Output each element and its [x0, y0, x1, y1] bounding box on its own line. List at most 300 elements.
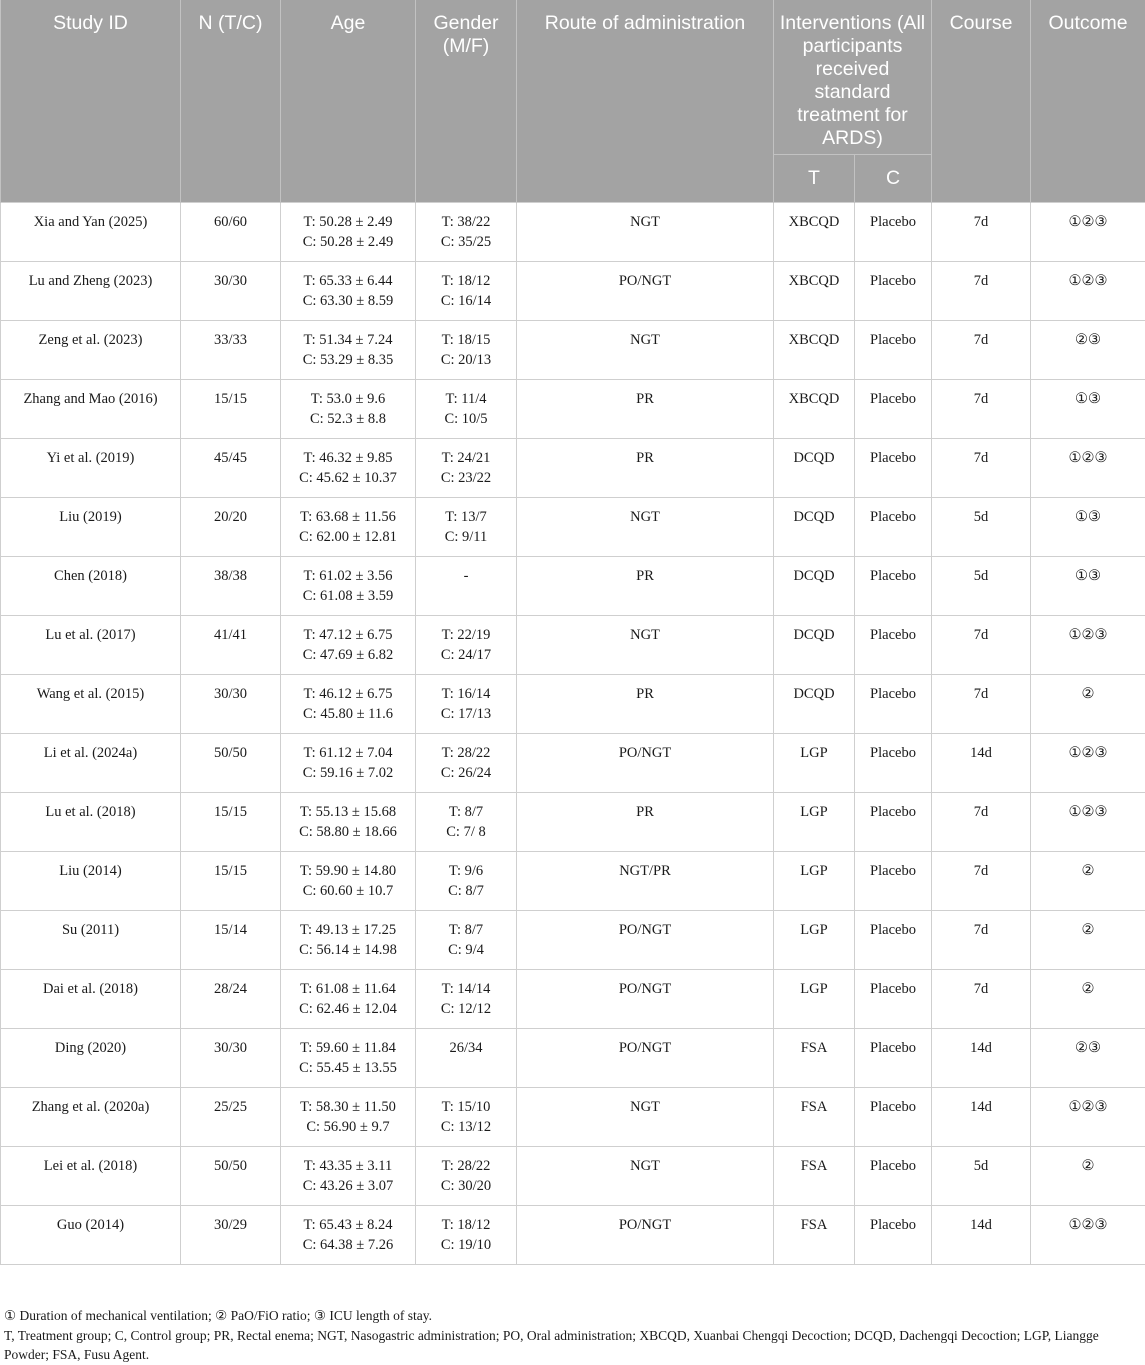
cell-course-text: 14d — [970, 745, 992, 761]
cell-treatment — [774, 380, 855, 439]
cell-control — [855, 911, 932, 970]
cell-age-text: C: 45.62 ± 10.37 — [299, 470, 397, 486]
cell-n-text: 28/24 — [213, 981, 248, 997]
cell-study-id — [1, 852, 181, 911]
cell-outcome — [1031, 970, 1145, 1029]
cell-gender-text: T: 38/22 — [441, 214, 491, 230]
cell-study-id-text: Liu (2019) — [59, 509, 122, 525]
cell-route-text: PR — [636, 391, 654, 407]
cell-control-text: Placebo — [870, 509, 916, 525]
cell-treatment-text: FSA — [800, 1040, 828, 1056]
cell-n-text: 25/25 — [213, 1099, 248, 1115]
cell-age-text: C: 56.14 ± 14.98 — [299, 942, 397, 958]
table-row — [1, 203, 1145, 262]
cell-outcome-text: ①②③ — [1068, 1099, 1108, 1115]
cell-gender — [416, 262, 517, 321]
cell-age-text: C: 64.38 ± 7.26 — [302, 1237, 394, 1253]
header-gender: Gender (M/F) — [416, 0, 517, 203]
cell-n — [181, 203, 281, 262]
cell-age-text: T: 46.32 ± 9.85 — [303, 450, 393, 466]
cell-gender-text: T: 28/22 — [441, 1158, 491, 1174]
cell-outcome-text: ①②③ — [1068, 627, 1108, 643]
cell-control-text: Placebo — [870, 273, 916, 289]
cell-age — [281, 911, 416, 970]
cell-control — [855, 380, 932, 439]
cell-route — [517, 1206, 774, 1265]
cell-outcome-text: ①②③ — [1068, 450, 1108, 466]
cell-route-text: PR — [636, 804, 654, 820]
cell-age — [281, 1029, 416, 1088]
table-row — [1, 734, 1145, 793]
cell-course-text: 7d — [973, 981, 989, 997]
cell-n-text: 15/14 — [213, 922, 248, 938]
cell-age — [281, 203, 416, 262]
cell-treatment — [774, 262, 855, 321]
cell-course-text: 7d — [973, 450, 989, 466]
cell-control-text: Placebo — [870, 627, 916, 643]
cell-course-text: 7d — [973, 863, 989, 879]
cell-control — [855, 262, 932, 321]
cell-age — [281, 498, 416, 557]
cell-course-text: 7d — [973, 391, 989, 407]
cell-age-text: T: 50.28 ± 2.49 — [303, 214, 393, 230]
cell-age-text: C: 62.00 ± 12.81 — [299, 529, 397, 545]
cell-route — [517, 793, 774, 852]
cell-gender — [416, 1029, 517, 1088]
cell-n — [181, 321, 281, 380]
cell-gender-text: T: 18/15 — [441, 332, 491, 348]
cell-control-text: Placebo — [870, 1158, 916, 1174]
cell-gender-text: T: 18/12 — [441, 1217, 491, 1233]
cell-control-text: Placebo — [870, 391, 916, 407]
cell-study-id — [1, 1206, 181, 1265]
cell-control — [855, 1206, 932, 1265]
cell-n — [181, 1147, 281, 1206]
cell-route — [517, 380, 774, 439]
cell-gender-text: T: 15/10 — [441, 1099, 491, 1115]
cell-treatment-text: DCQD — [793, 627, 835, 643]
cell-course — [932, 380, 1031, 439]
cell-outcome — [1031, 203, 1145, 262]
cell-outcome-text: ①②③ — [1068, 745, 1108, 761]
cell-control — [855, 439, 932, 498]
cell-course-text: 7d — [973, 922, 989, 938]
header-n: N (T/C) — [181, 0, 281, 203]
cell-control-text: Placebo — [870, 686, 916, 702]
cell-course-text: 5d — [973, 1158, 989, 1174]
cell-n-text: 45/45 — [213, 450, 248, 466]
cell-age-text: T: 55.13 ± 15.68 — [299, 804, 397, 820]
cell-study-id-text: Lu et al. (2017) — [45, 627, 136, 643]
cell-study-id — [1, 1147, 181, 1206]
cell-age-text: C: 47.69 ± 6.82 — [302, 647, 394, 663]
cell-route-text: PO/NGT — [618, 1040, 672, 1056]
cell-gender-text: C: 17/13 — [440, 706, 492, 722]
cell-route-text: PR — [636, 686, 654, 702]
cell-course-text: 7d — [973, 332, 989, 348]
cell-age — [281, 321, 416, 380]
cell-route-text: PO/NGT — [618, 981, 672, 997]
footnote-abbreviations: T, Treatment group; C, Control group; PR, Rectal enema; NGT, Nasogastric administration; PO, Oral administration; XBCQD, Xuanbai Chengqi Decoction; DCQD, Dachengqi Decoction; LGP, Liangge Powder; FSA, Fusu Agent. — [4, 1327, 1099, 1362]
cell-course — [932, 970, 1031, 1029]
cell-study-id — [1, 734, 181, 793]
cell-gender — [416, 911, 517, 970]
cell-route — [517, 203, 774, 262]
cell-age — [281, 1088, 416, 1147]
cell-course — [932, 439, 1031, 498]
cell-gender-text: C: 7/ 8 — [446, 824, 486, 840]
cell-study-id — [1, 498, 181, 557]
cell-n — [181, 675, 281, 734]
cell-course — [932, 1147, 1031, 1206]
cell-gender — [416, 439, 517, 498]
cell-treatment — [774, 321, 855, 380]
cell-gender-text: T: 28/22 — [441, 745, 491, 761]
table-row — [1, 852, 1145, 911]
cell-control — [855, 793, 932, 852]
cell-age-text: C: 60.60 ± 10.7 — [302, 883, 394, 899]
cell-route — [517, 498, 774, 557]
cell-course-text: 14d — [970, 1040, 992, 1056]
cell-gender — [416, 970, 517, 1029]
cell-control — [855, 557, 932, 616]
cell-age-text: C: 43.26 ± 3.07 — [302, 1178, 394, 1194]
table-row — [1, 911, 1145, 970]
cell-gender-text: - — [463, 568, 469, 584]
cell-gender — [416, 852, 517, 911]
cell-gender-text: C: 20/13 — [440, 352, 492, 368]
cell-outcome-text: ①③ — [1075, 391, 1101, 407]
header-study-id: Study ID — [1, 0, 181, 203]
cell-gender-text: T: 18/12 — [441, 273, 491, 289]
cell-control — [855, 321, 932, 380]
cell-age-text: C: 52.3 ± 8.8 — [309, 411, 387, 427]
cell-gender — [416, 1206, 517, 1265]
cell-route-text: NGT — [630, 509, 660, 525]
cell-route — [517, 439, 774, 498]
cell-course-text: 7d — [973, 214, 989, 230]
cell-control-text: Placebo — [870, 1099, 916, 1115]
cell-treatment — [774, 793, 855, 852]
cell-treatment-text: FSA — [800, 1158, 828, 1174]
cell-course-text: 7d — [973, 804, 989, 820]
cell-outcome-text: ①②③ — [1068, 273, 1108, 289]
cell-study-id-text: Zhang and Mao (2016) — [23, 391, 158, 407]
cell-control — [855, 1088, 932, 1147]
cell-outcome-text: ② — [1081, 863, 1095, 879]
cell-treatment-text: LGP — [800, 804, 828, 820]
cell-route-text: PO/NGT — [618, 273, 672, 289]
cell-gender-text: T: 13/7 — [445, 509, 487, 525]
cell-treatment-text: LGP — [800, 922, 828, 938]
cell-outcome-text: ② — [1081, 1158, 1095, 1174]
cell-n-text: 50/50 — [213, 745, 248, 761]
cell-age-text: T: 59.60 ± 11.84 — [300, 1040, 396, 1056]
cell-study-id-text: Dai et al. (2018) — [42, 981, 139, 997]
cell-outcome-text: ①②③ — [1068, 1217, 1108, 1233]
cell-gender — [416, 1147, 517, 1206]
footnote-outcomes: ① Duration of mechanical ventilation; ② PaO/FiO ratio; ③ ICU length of stay. — [4, 1308, 432, 1323]
cell-control-text: Placebo — [870, 1217, 916, 1233]
cell-control-text: Placebo — [870, 981, 916, 997]
header-control: C — [855, 155, 932, 203]
cell-treatment-text: LGP — [800, 745, 828, 761]
cell-course-text: 14d — [970, 1217, 992, 1233]
cell-course — [932, 616, 1031, 675]
cell-outcome-text: ②③ — [1075, 332, 1101, 348]
cell-gender-text: C: 24/17 — [440, 647, 492, 663]
cell-age-text: C: 58.80 ± 18.66 — [299, 824, 397, 840]
cell-n-text: 30/29 — [213, 1217, 248, 1233]
cell-course — [932, 1206, 1031, 1265]
cell-treatment-text: DCQD — [793, 568, 835, 584]
cell-route — [517, 616, 774, 675]
cell-route — [517, 321, 774, 380]
cell-control — [855, 616, 932, 675]
cell-study-id-text: Liu (2014) — [59, 863, 122, 879]
cell-outcome — [1031, 852, 1145, 911]
cell-gender-text: C: 10/5 — [444, 411, 488, 427]
table-row — [1, 675, 1145, 734]
header-route: Route of administration — [517, 0, 774, 203]
cell-age-text: T: 46.12 ± 6.75 — [303, 686, 393, 702]
cell-n — [181, 852, 281, 911]
cell-control — [855, 1029, 932, 1088]
cell-gender — [416, 498, 517, 557]
cell-study-id-text: Lu et al. (2018) — [45, 804, 136, 820]
cell-outcome — [1031, 675, 1145, 734]
cell-treatment — [774, 1206, 855, 1265]
cell-age-text: T: 47.12 ± 6.75 — [303, 627, 393, 643]
cell-course-text: 14d — [970, 1099, 992, 1115]
cell-gender-text: T: 11/4 — [445, 391, 487, 407]
header-outcome: Outcome — [1031, 0, 1145, 203]
cell-gender-text: C: 8/7 — [448, 883, 484, 899]
cell-age-text: C: 56.90 ± 9.7 — [306, 1119, 390, 1135]
cell-gender — [416, 675, 517, 734]
cell-study-id-text: Guo (2014) — [56, 1217, 125, 1233]
cell-age-text: T: 61.02 ± 3.56 — [303, 568, 393, 584]
cell-treatment-text: DCQD — [793, 509, 835, 525]
cell-treatment-text: FSA — [800, 1099, 828, 1115]
cell-route — [517, 1088, 774, 1147]
table-row — [1, 498, 1145, 557]
cell-age-text: C: 45.80 ± 11.6 — [303, 706, 393, 722]
cell-study-id-text: Li et al. (2024a) — [43, 745, 138, 761]
cell-study-id-text: Chen (2018) — [54, 568, 127, 584]
cell-n — [181, 1029, 281, 1088]
cell-age-text: T: 53.0 ± 9.6 — [310, 391, 386, 407]
cell-course-text: 5d — [973, 568, 989, 584]
cell-n-text: 15/15 — [213, 804, 248, 820]
cell-age-text: T: 58.30 ± 11.50 — [300, 1099, 396, 1115]
cell-control-text: Placebo — [870, 568, 916, 584]
cell-treatment — [774, 852, 855, 911]
cell-n-text: 50/50 — [213, 1158, 248, 1174]
cell-treatment — [774, 557, 855, 616]
table-row — [1, 1029, 1145, 1088]
cell-outcome — [1031, 498, 1145, 557]
cell-control — [855, 1147, 932, 1206]
cell-course — [932, 1088, 1031, 1147]
table-row — [1, 1147, 1145, 1206]
cell-course — [932, 911, 1031, 970]
cell-age-text: T: 49.13 ± 17.25 — [299, 922, 397, 938]
cell-course — [932, 1029, 1031, 1088]
cell-n — [181, 557, 281, 616]
cell-course — [932, 498, 1031, 557]
cell-outcome — [1031, 1088, 1145, 1147]
cell-treatment-text: LGP — [800, 863, 828, 879]
cell-age-text: C: 61.08 ± 3.59 — [302, 588, 394, 604]
cell-outcome — [1031, 380, 1145, 439]
cell-control-text: Placebo — [870, 922, 916, 938]
cell-gender-text: C: 9/11 — [444, 529, 488, 545]
cell-study-id-text: Yi et al. (2019) — [46, 450, 135, 466]
cell-n-text: 30/30 — [213, 1040, 248, 1056]
cell-control-text: Placebo — [870, 332, 916, 348]
cell-outcome-text: ①②③ — [1068, 214, 1108, 230]
cell-gender-text: T: 8/7 — [448, 804, 484, 820]
cell-control — [855, 203, 932, 262]
cell-study-id — [1, 616, 181, 675]
cell-route-text: PO/NGT — [618, 922, 672, 938]
cell-study-id-text: Lu and Zheng (2023) — [28, 273, 153, 289]
cell-treatment — [774, 675, 855, 734]
cell-control — [855, 675, 932, 734]
cell-study-id — [1, 793, 181, 852]
cell-course-text: 7d — [973, 627, 989, 643]
cell-study-id — [1, 557, 181, 616]
header-course: Course — [932, 0, 1031, 203]
cell-route — [517, 734, 774, 793]
cell-outcome — [1031, 1029, 1145, 1088]
cell-gender-text: T: 14/14 — [441, 981, 491, 997]
cell-study-id-text: Xia and Yan (2025) — [33, 214, 148, 230]
cell-study-id — [1, 321, 181, 380]
cell-study-id — [1, 970, 181, 1029]
cell-course — [932, 734, 1031, 793]
cell-control — [855, 498, 932, 557]
table-row — [1, 380, 1145, 439]
cell-course — [932, 557, 1031, 616]
cell-study-id-text: Wang et al. (2015) — [36, 686, 145, 702]
cell-gender-text: C: 9/4 — [448, 942, 484, 958]
cell-age-text: T: 51.34 ± 7.24 — [303, 332, 393, 348]
cell-gender-text: C: 23/22 — [440, 470, 492, 486]
cell-gender — [416, 557, 517, 616]
cell-n-text: 41/41 — [213, 627, 248, 643]
cell-gender-text: T: 24/21 — [441, 450, 491, 466]
cell-study-id — [1, 1088, 181, 1147]
cell-treatment — [774, 616, 855, 675]
header-age: Age — [281, 0, 416, 203]
cell-age-text: C: 63.30 ± 8.59 — [302, 293, 394, 309]
cell-age-text: C: 62.46 ± 12.04 — [299, 1001, 397, 1017]
cell-treatment-text: XBCQD — [788, 273, 840, 289]
cell-outcome — [1031, 616, 1145, 675]
cell-route-text: PO/NGT — [618, 1217, 672, 1233]
cell-gender-text: T: 9/6 — [448, 863, 484, 879]
cell-route-text: NGT — [630, 627, 660, 643]
cell-n-text: 30/30 — [213, 273, 248, 289]
table-row — [1, 439, 1145, 498]
cell-age-text: T: 61.12 ± 7.04 — [303, 745, 393, 761]
header-interventions: Interventions (All participants received standard treatment for ARDS) — [774, 0, 932, 155]
cell-treatment — [774, 203, 855, 262]
cell-outcome — [1031, 321, 1145, 380]
table-row — [1, 616, 1145, 675]
header-treatment: T — [774, 155, 855, 203]
cell-age — [281, 675, 416, 734]
cell-route — [517, 1029, 774, 1088]
cell-treatment — [774, 1029, 855, 1088]
cell-age-text: C: 55.45 ± 13.55 — [299, 1060, 397, 1076]
cell-outcome-text: ①②③ — [1068, 804, 1108, 820]
cell-n — [181, 1088, 281, 1147]
cell-treatment-text: XBCQD — [788, 214, 840, 230]
cell-gender-text: 26/34 — [449, 1040, 483, 1056]
cell-gender — [416, 321, 517, 380]
table-row — [1, 1088, 1145, 1147]
cell-gender-text: C: 16/14 — [440, 293, 492, 309]
cell-age-text: T: 59.90 ± 14.80 — [299, 863, 397, 879]
table-row — [1, 793, 1145, 852]
table-row — [1, 262, 1145, 321]
cell-gender — [416, 203, 517, 262]
cell-age-text: C: 53.29 ± 8.35 — [302, 352, 394, 368]
cell-study-id — [1, 1029, 181, 1088]
cell-treatment — [774, 498, 855, 557]
cell-control — [855, 852, 932, 911]
table-row — [1, 1206, 1145, 1265]
cell-control — [855, 734, 932, 793]
cell-outcome-text: ①③ — [1075, 568, 1101, 584]
cell-route — [517, 911, 774, 970]
cell-course — [932, 675, 1031, 734]
cell-age-text: T: 61.08 ± 11.64 — [300, 981, 396, 997]
cell-n-text: 38/38 — [213, 568, 248, 584]
cell-outcome — [1031, 793, 1145, 852]
cell-n — [181, 616, 281, 675]
cell-n — [181, 911, 281, 970]
cell-treatment-text: LGP — [800, 981, 828, 997]
cell-route-text: PR — [636, 568, 654, 584]
cell-course — [932, 262, 1031, 321]
table-header — [1, 0, 1145, 203]
cell-route-text: NGT — [630, 214, 660, 230]
cell-outcome — [1031, 557, 1145, 616]
cell-course-text: 5d — [973, 509, 989, 525]
cell-treatment — [774, 439, 855, 498]
cell-treatment — [774, 734, 855, 793]
cell-outcome-text: ②③ — [1075, 1040, 1101, 1056]
cell-control-text: Placebo — [870, 804, 916, 820]
cell-control-text: Placebo — [870, 450, 916, 466]
cell-gender-text: C: 19/10 — [440, 1237, 492, 1253]
cell-gender-text: C: 26/24 — [440, 765, 492, 781]
cell-n — [181, 439, 281, 498]
cell-n — [181, 793, 281, 852]
cell-gender — [416, 793, 517, 852]
cell-n — [181, 970, 281, 1029]
cell-route-text: PR — [636, 450, 654, 466]
cell-treatment — [774, 1088, 855, 1147]
cell-gender — [416, 616, 517, 675]
cell-course — [932, 203, 1031, 262]
cell-route-text: NGT — [630, 332, 660, 348]
cell-outcome — [1031, 262, 1145, 321]
